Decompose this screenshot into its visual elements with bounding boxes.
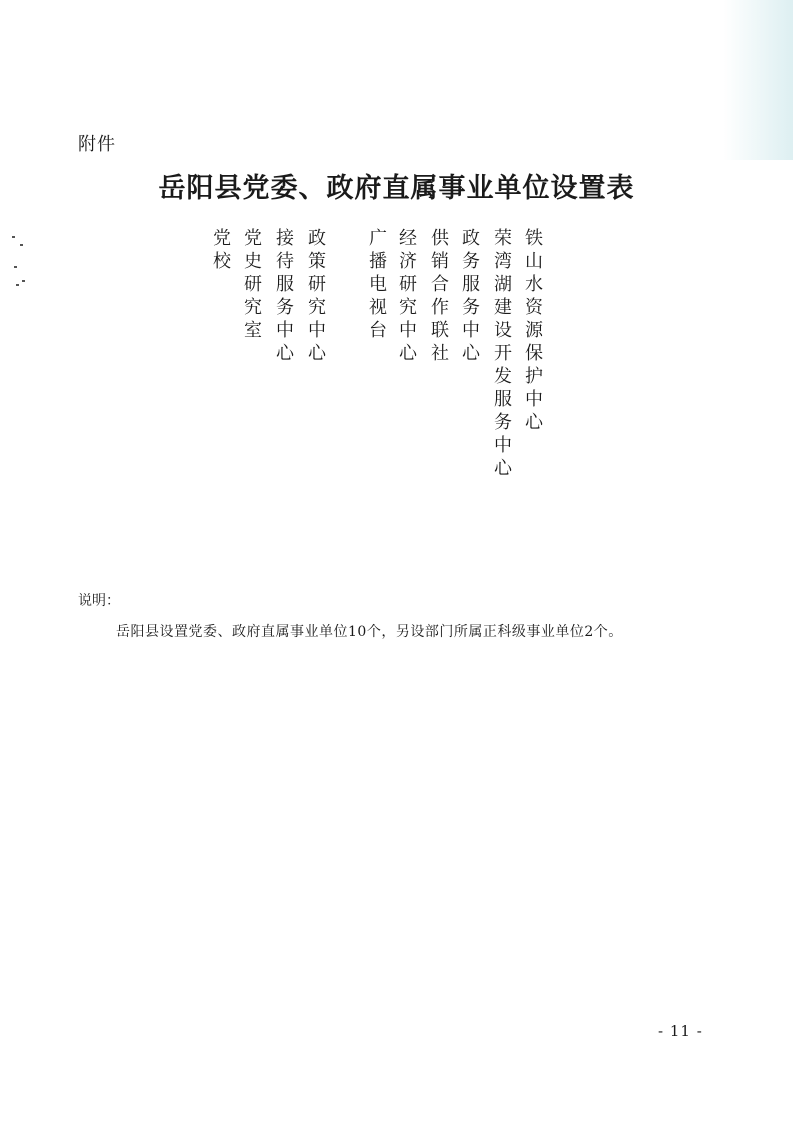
document-title: 岳阳县党委、政府直属事业单位设置表 — [158, 173, 635, 204]
unit-column: 荣湾湖建设开发服务中心 — [491, 228, 512, 481]
unit-column: 广播电视台 — [366, 228, 387, 343]
page-number: - 11 - — [658, 1022, 703, 1040]
unit-column: 党史研究室 — [241, 228, 262, 343]
scan-speck — [14, 266, 17, 268]
attachment-label: 附件 — [78, 134, 116, 155]
unit-column: 经济研究中心 — [396, 228, 417, 366]
scan-speck — [22, 280, 25, 282]
unit-column: 供销合作联社 — [428, 228, 449, 366]
unit-column: 接待服务中心 — [273, 228, 294, 366]
note-label: 说明： — [78, 593, 120, 609]
note-text: 岳阳县设置党委、政府直属事业单位10个，另设部门所属正科级事业单位2个。 — [116, 624, 623, 640]
scan-speck — [12, 236, 15, 238]
scan-speck — [20, 244, 23, 246]
unit-column: 政务服务中心 — [459, 228, 480, 366]
unit-column: 党校 — [210, 228, 231, 274]
unit-column: 铁山水资源保护中心 — [522, 228, 543, 435]
unit-column: 政策研究中心 — [305, 228, 326, 366]
scan-edge-tint — [723, 0, 793, 160]
scan-speck — [16, 284, 19, 286]
